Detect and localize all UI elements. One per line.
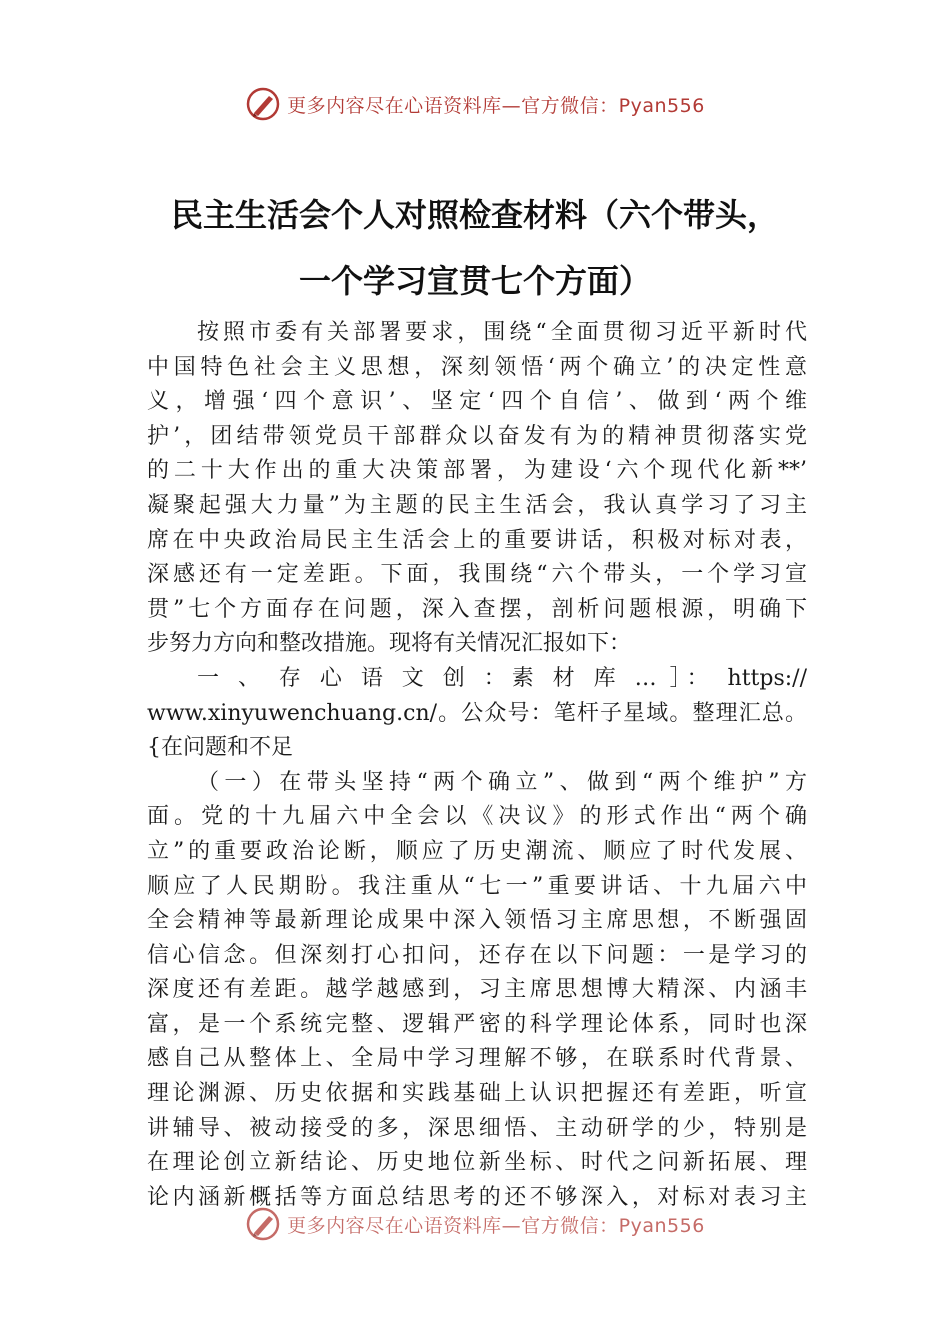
body-line: 在理论创立新结论、历史地位新坐标、时代之问新拓展、理 <box>147 1150 807 1176</box>
body-line: 面。党的十九届六中全会以《决议》的形式作出“两个确 <box>147 804 807 830</box>
body-line: 论内涵新概括等方面总结思考的还不够深入，对标对表习主 <box>147 1184 807 1210</box>
body-line: 讲辅导、被动接受的多，深思细悟、主动研学的少，特别是 <box>147 1115 807 1141</box>
body-line: 按照市委有关部署要求，围绕“全面贯彻习近平新时代 <box>197 320 807 345</box>
body-line: 立”的重要政治论断，顺应了历史潮流、顺应了时代发展、 <box>147 838 807 864</box>
body-line: 义，增强‘四个意识’、坚定‘四个自信’、做到‘两个维 <box>147 389 807 415</box>
document-title-line-1: 民主生活会个人对照检查材料（六个带头， <box>170 196 779 234</box>
body-line: 深感还有一定差距。下面，我围绕“六个带头，一个学习宣 <box>147 562 807 588</box>
watermark-text: 更多内容尽在心语资料库—官方微信：Pyan556 <box>287 1214 705 1237</box>
body-line-url: 一 、 存 心 语 文 创 ：素 材 库 … ］： https:// <box>197 665 807 691</box>
body-line: 感自己从整体上、全局中学习理解不够，在联系时代背景、 <box>147 1046 807 1072</box>
body-line: 贯”七个方面存在问题，深入查摆，剖析问题根源，明确下 <box>147 596 807 622</box>
body-line: {在问题和不足 <box>147 735 293 761</box>
body-line: 护’，团结带领党员干部群众以奋发有为的精神贯彻落实党 <box>147 423 807 449</box>
body-line: 理论渊源、历史依据和实践基础上认识把握还有差距，听宣 <box>147 1081 807 1107</box>
body-line: 富，是一个系统完整、逻辑严密的科学理论体系，同时也深 <box>147 1011 807 1037</box>
body-line: www.xinyuwenchuang.cn/。公众号：笔杆子星域。整理汇总。 <box>147 700 807 726</box>
pen-logo-icon <box>245 86 281 122</box>
body-line: 信心信念。但深刻打心扣问，还存在以下问题：一是学习的 <box>147 942 807 968</box>
watermark-text: 更多内容尽在心语资料库—官方微信：Pyan556 <box>287 94 705 117</box>
body-line: 中国特色社会主义思想，深刻领悟‘两个确立’的决定性意 <box>147 354 807 380</box>
body-line: 凝聚起强大力量”为主题的民主生活会，我认真学习了习主 <box>147 492 807 518</box>
body-line: 席在中央政治局民主生活会上的重要讲话，积极对标对表， <box>147 527 807 553</box>
body-line: 全会精神等最新理论成果中深入领悟习主席思想，不断强固 <box>147 908 807 934</box>
document-body <box>147 316 807 1216</box>
body-line: 步努力方向和整改措施。现将有关情况汇报如下： <box>147 631 632 657</box>
watermark-banner-top <box>0 84 950 124</box>
body-line: （一）在带头坚持“两个确立”、做到“两个维护”方 <box>197 769 807 795</box>
body-line: 的二十大作出的重大决策部署，为建设‘六个现代化新**’ <box>147 458 807 484</box>
body-line: 深度还有差距。越学越感到，习主席思想博大精深、内涵丰 <box>147 977 807 1003</box>
body-line: 顺应了人民期盼。我注重从“七一”重要讲话、十九届六中 <box>147 873 807 899</box>
pen-logo-icon <box>245 1206 281 1242</box>
document-title-line-2: 一个学习宣贯七个方面） <box>298 262 651 300</box>
watermark-banner-bottom <box>0 1204 950 1244</box>
